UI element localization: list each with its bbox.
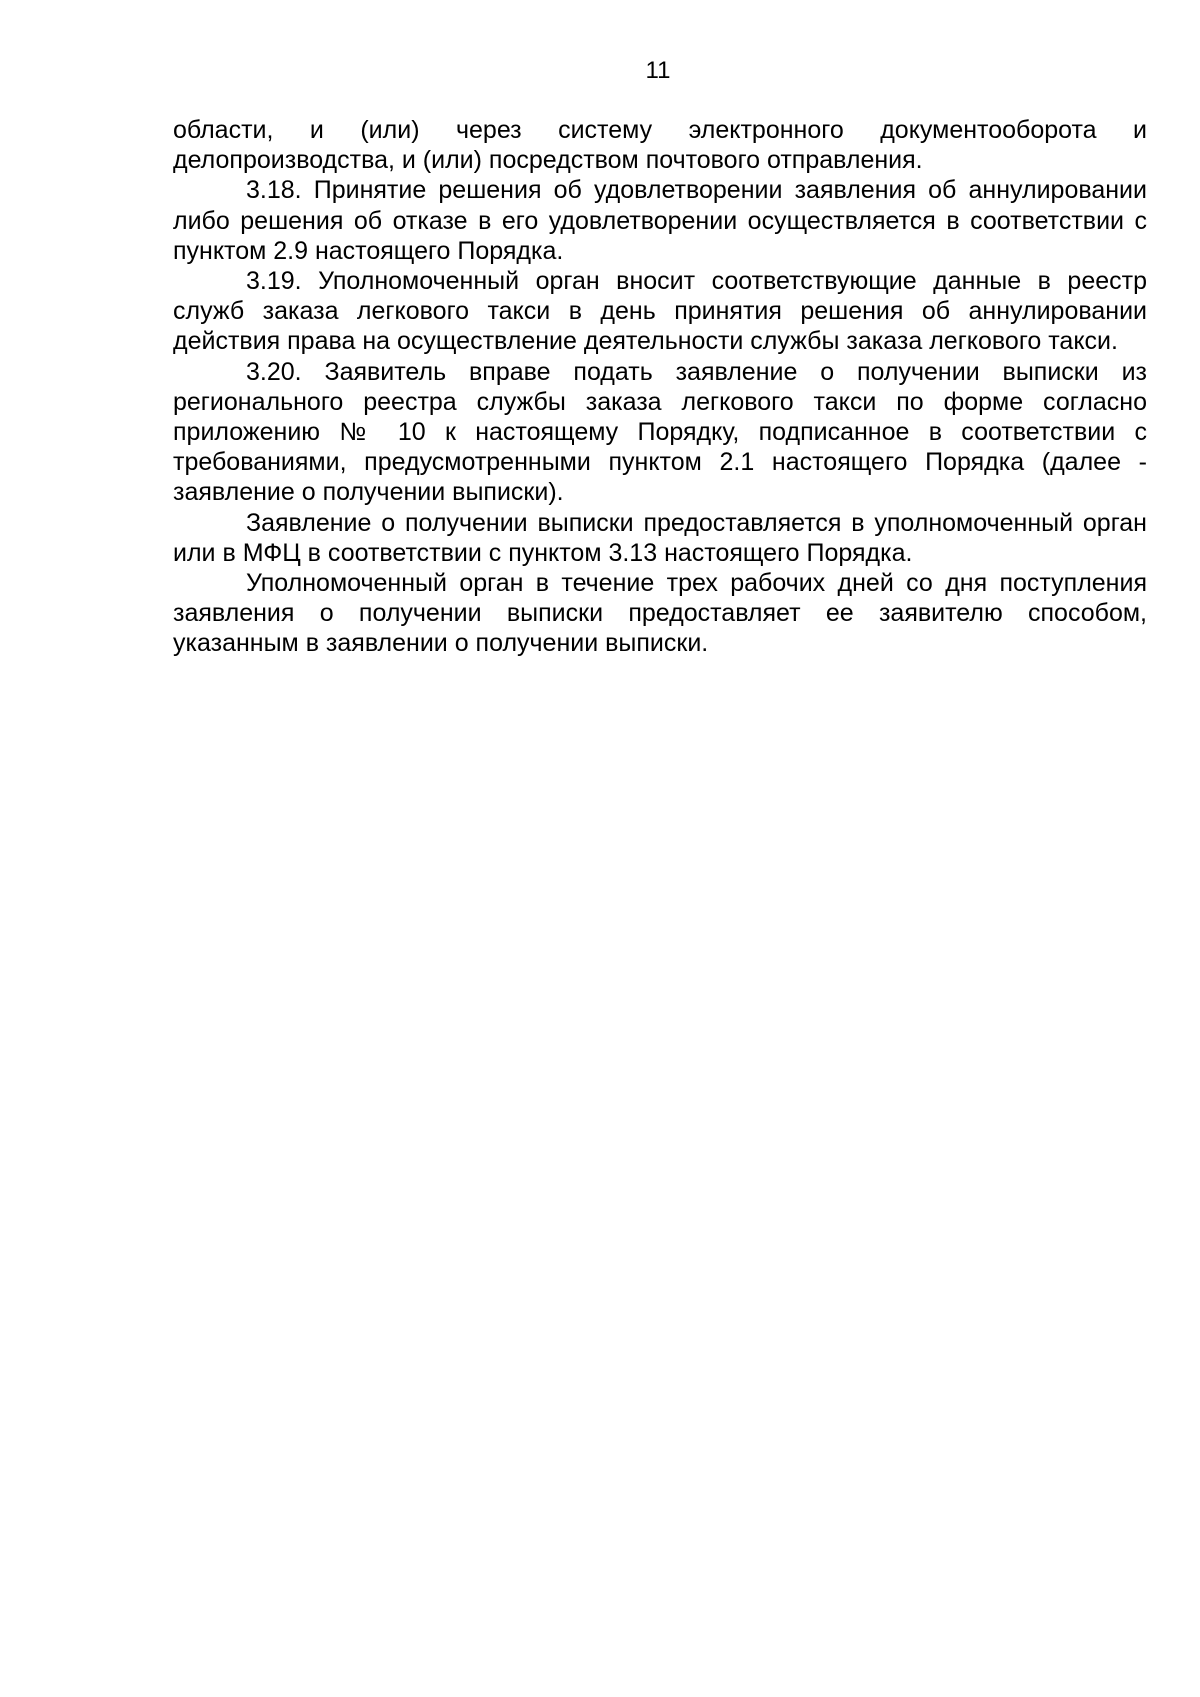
paragraph-continuation: области, и (или) через систему электронного документооборота и делопроизводства, и (или) посредством почтового отправления. [173, 116, 1147, 175]
paragraph-submission: Заявление о получении выписки предоставляется в уполномоченный орган или в МФЦ в соответствии с пунктом 3.13 настоящего Порядка. [173, 508, 1147, 567]
paragraph-3-19: 3.19. Уполномоченный орган вносит соответствующие данные в реестр служб заказа легкового такси в день принятия решения об аннулировании действия права на осуществление деятельности службы заказа легкового такси. [173, 267, 1147, 356]
paragraph-3-20: 3.20. Заявитель вправе подать заявление о получении выписки из регионального реестра службы заказа легкового такси по форме согласно приложению № 10 к настоящему Порядку, подписанное в соответствии с требованиями, предусмотренными пунктом 2.1 настоящего Порядка (далее - заявление о получении выписки). [173, 357, 1147, 507]
page-number: 11 [645, 57, 671, 84]
document-body [173, 115, 1147, 659]
paragraph-provision: Уполномоченный орган в течение трех рабочих дней со дня поступления заявления о получении выписки предоставляет ее заявителю способом, указанным в заявлении о получении выписки. [173, 569, 1147, 658]
paragraph-3-18: 3.18. Принятие решения об удовлетворении заявления об аннулировании либо решения об отказе в его удовлетворении осуществляется в соответствии с пунктом 2.9 настоящего Порядка. [173, 176, 1147, 265]
